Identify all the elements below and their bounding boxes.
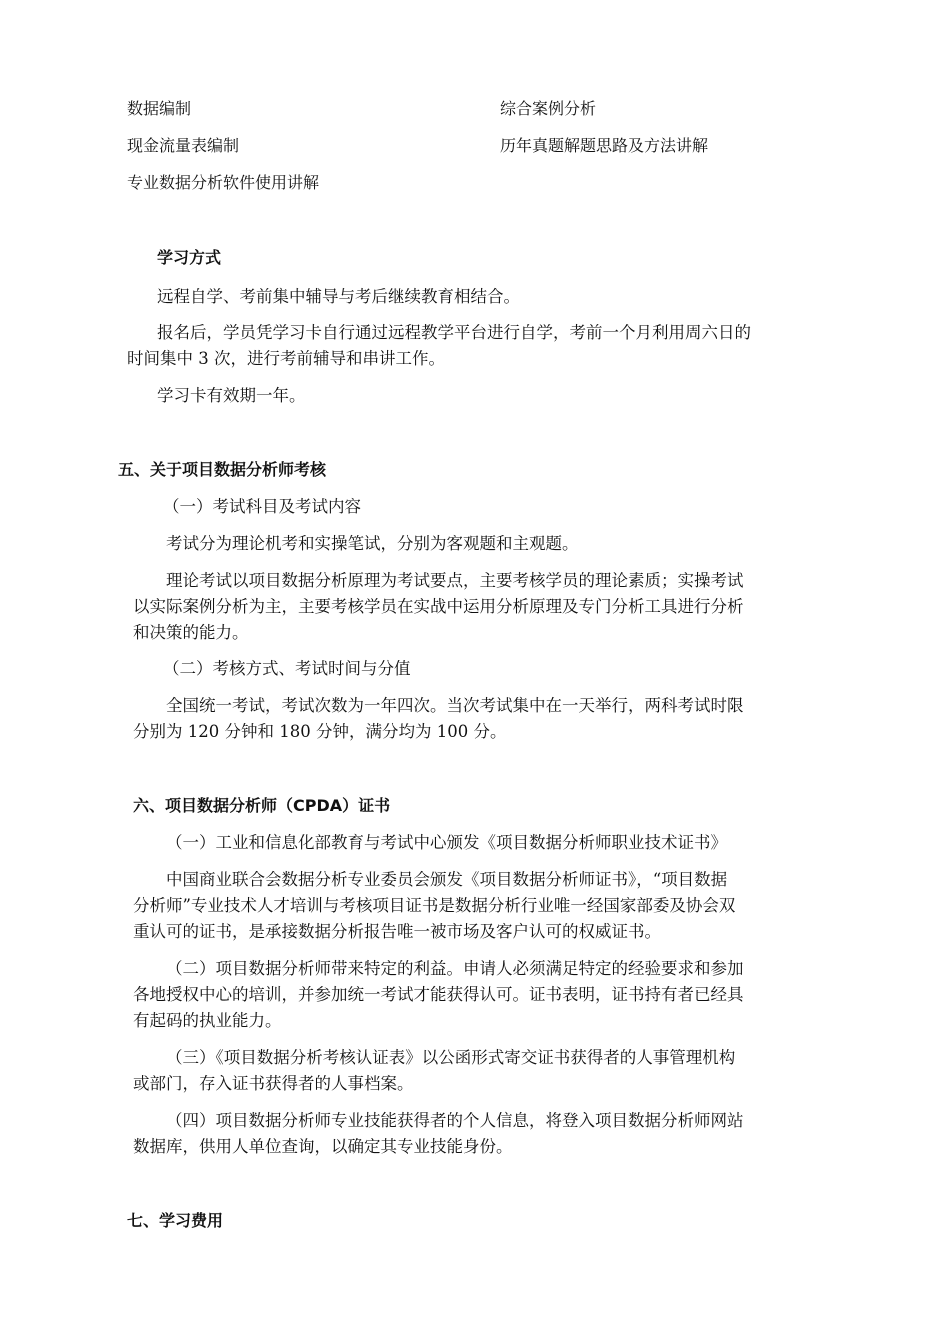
paragraph-line: 学习卡有效期一年。 — [157, 386, 306, 405]
paragraph-line: 以实际案例分析为主，主要考核学员在实战中运用分析原理及专门分析工具进行分析 — [133, 597, 744, 616]
course-item: 数据编制 — [127, 99, 192, 118]
paragraph-line: 考试分为理论机考和实操笔试，分别为客观题和主观题。 — [166, 534, 579, 553]
paragraph-line: 各地授权中心的培训，并参加统一考试才能获得认可。证书表明，证书持有者已经具 — [133, 985, 744, 1004]
subsection-heading: （一）考试科目及考试内容 — [163, 497, 361, 516]
paragraph-line: 和决策的能力。 — [133, 623, 249, 642]
paragraph-line: 远程自学、考前集中辅导与考后继续教育相结合。 — [157, 287, 520, 306]
section-heading: 五、关于项目数据分析师考核 — [118, 460, 327, 479]
study-method-heading: 学习方式 — [157, 248, 222, 267]
paragraph-line: 分析师”专业技术人才培训与考核项目证书是数据分析行业唯一经国家部委及协会双 — [133, 896, 736, 915]
paragraph-line: 重认可的证书，是承接数据分析报告唯一被市场及客户认可的权威证书。 — [133, 922, 661, 941]
course-item: 综合案例分析 — [500, 99, 597, 118]
paragraph-line: 时间集中 3 次，进行考前辅导和串讲工作。 — [127, 349, 445, 368]
subsection-heading: （一）工业和信息化部教育与考试中心颁发《项目数据分析师职业技术证书》 — [166, 833, 727, 852]
paragraph-line: （四）项目数据分析师专业技能获得者的个人信息，将登入项目数据分析师网站 — [166, 1111, 744, 1130]
subsection-heading: （二）考核方式、考试时间与分值 — [163, 659, 411, 678]
paragraph-line: 理论考试以项目数据分析原理为考试要点，主要考核学员的理论素质；实操考试 — [166, 571, 744, 590]
paragraph-line: 全国统一考试，考试次数为一年四次。当次考试集中在一天举行，两科考试时限 — [166, 696, 744, 715]
paragraph-line: 报名后，学员凭学习卡自行通过远程教学平台进行自学，考前一个月利用周六日的 — [157, 323, 751, 342]
paragraph-line: 有起码的执业能力。 — [133, 1011, 282, 1030]
paragraph-line: 数据库，供用人单位查询，以确定其专业技能身份。 — [133, 1137, 513, 1156]
paragraph-line: （三）《项目数据分析考核认证表》以公函形式寄交证书获得者的人事管理机构 — [166, 1048, 736, 1067]
paragraph-line: （二）项目数据分析师带来特定的利益。申请人必须满足特定的经验要求和参加 — [166, 959, 744, 978]
paragraph-line: 或部门，存入证书获得者的人事档案。 — [133, 1074, 414, 1093]
paragraph-line: 分别为 120 分钟和 180 分钟，满分均为 100 分。 — [133, 722, 507, 741]
section-heading: 七、学习费用 — [127, 1211, 224, 1230]
course-item: 历年真题解题思路及方法讲解 — [500, 136, 709, 155]
course-item: 专业数据分析软件使用讲解 — [127, 173, 320, 192]
course-item: 现金流量表编制 — [127, 136, 240, 155]
section-heading: 六、项目数据分析师（CPDA）证书 — [133, 796, 391, 815]
paragraph-line: 中国商业联合会数据分析专业委员会颁发《项目数据分析师证书》，“项目数据 — [166, 870, 728, 889]
